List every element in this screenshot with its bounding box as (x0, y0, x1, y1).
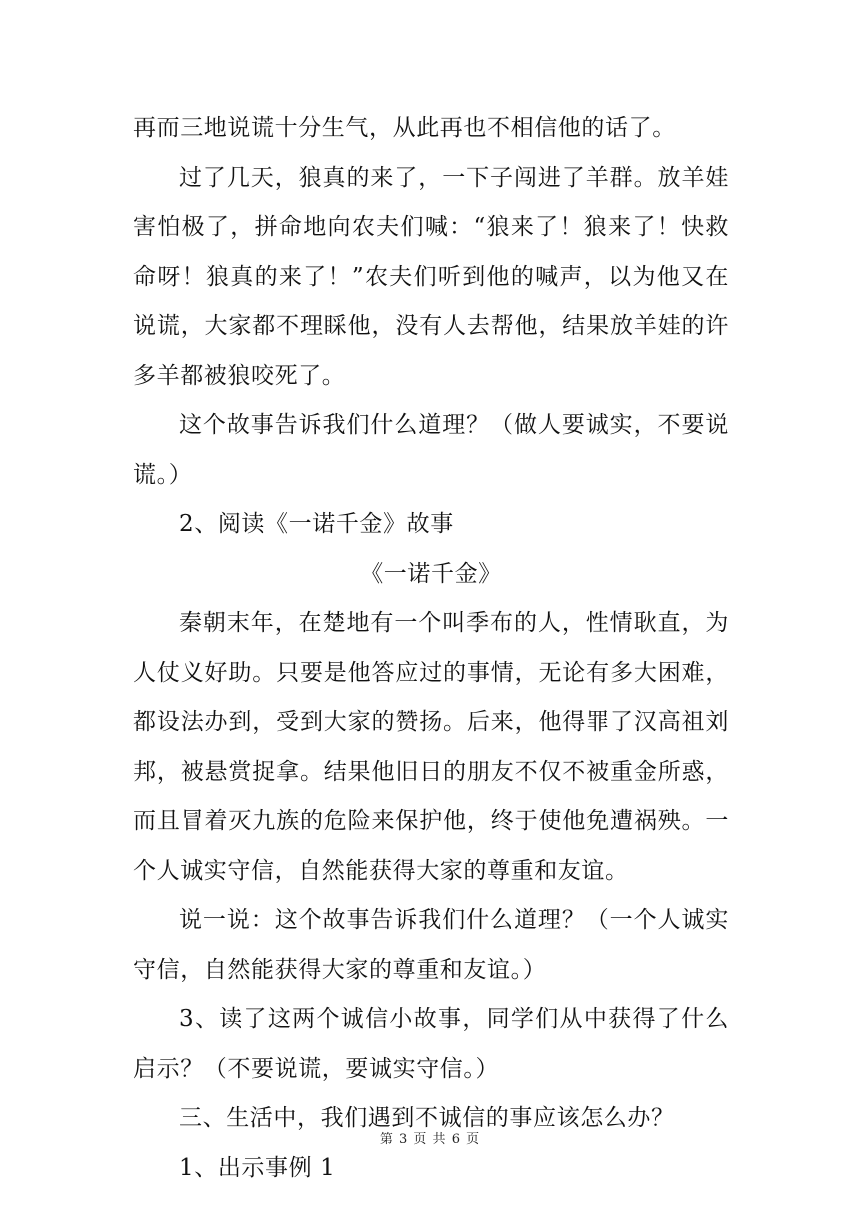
paragraph-continuation: 再而三地说谎十分生气，从此再也不相信他的话了。 (133, 115, 676, 141)
page-body (133, 104, 729, 1193)
paragraph-wolf-came: 过了几天，狼真的来了，一下子闯进了羊群。放羊娃害怕极了，拼命地向农夫们喊：“狼来了！狼来了！快救命呀！狼真的来了！”农夫们听到他的喊声，以为他又在说谎，大家都不理睬他，没有人去帮他，结果放羊娃的许多羊都被狼咬死了。 (133, 164, 729, 389)
section-heading-read-story: 2、阅读《一诺千金》故事 (179, 511, 454, 537)
story-title: 《一诺千金》 (360, 560, 502, 587)
paragraph-discussion: 说一说：这个故事告诉我们什么道理？（一个人诚实守信，自然能获得大家的尊重和友谊。） (133, 907, 729, 983)
section-heading-three: 三、生活中，我们遇到不诚信的事应该怎么办？ (179, 1105, 675, 1131)
paragraph-moral-question: 这个故事告诉我们什么道理？（做人要诚实，不要说谎。） (133, 412, 729, 488)
page-footer: 第 3 页 共 6 页 (379, 1132, 481, 1147)
paragraph-jibu-story: 秦朝末年，在楚地有一个叫季布的人，性情耿直，为人仗义好助。只要是他答应过的事情，无论有多大困难，都设法办到，受到大家的赞扬。后来，他得罪了汉高祖刘邦，被悬赏捉拿。结果他旧日的朋友不仅不被重金所惑，而且冒着灭九族的危险来保护他，终于使他免遭祸殃。一个人诚实守信，自然能获得大家的尊重和友谊。 (133, 610, 729, 884)
paragraph-reflection: 3、读了这两个诚信小故事，同学们从中获得了什么启示？（不要说谎，要诚实守信。） (133, 1006, 729, 1082)
paragraph-example-one: 1、出示事例 1 (179, 1154, 336, 1181)
